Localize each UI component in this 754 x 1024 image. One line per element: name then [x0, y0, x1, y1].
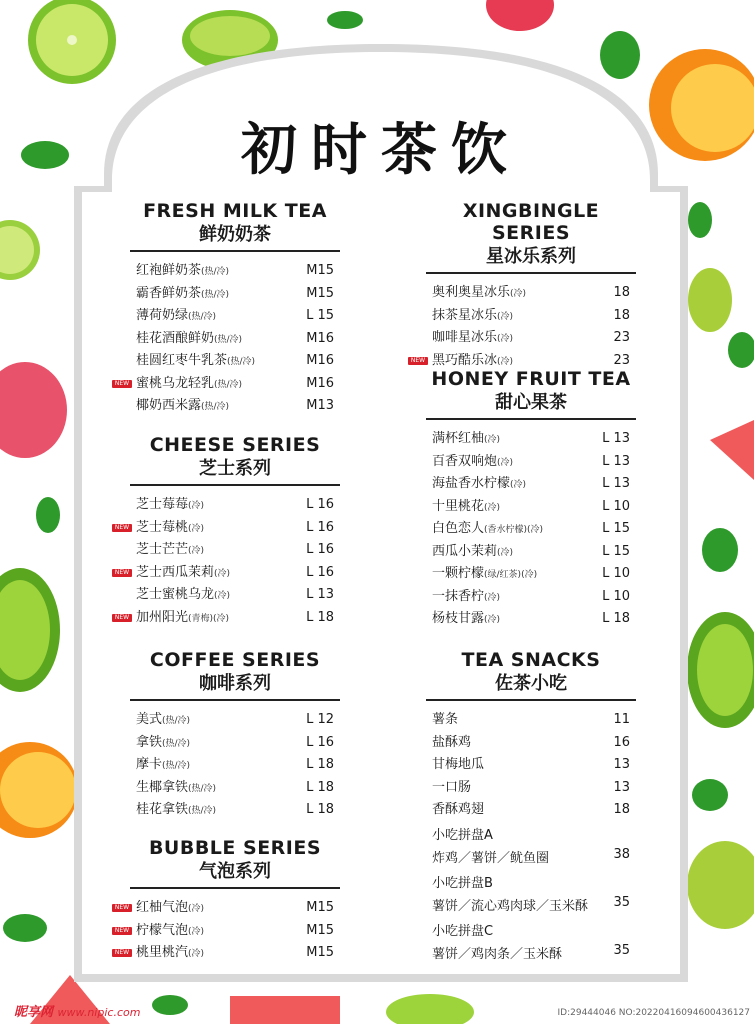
- item-name: 蜜桃乌龙轻乳: [136, 375, 215, 391]
- item-name-wrap: [432, 732, 471, 756]
- item-name: 黑巧酷乐冰: [432, 352, 498, 368]
- item-temperature: (冷): [214, 568, 231, 579]
- menu-section: [114, 434, 340, 629]
- menu-item: [426, 327, 636, 350]
- item-price: L 10: [602, 588, 630, 604]
- menu-item: [130, 283, 340, 306]
- item-name-wrap: [136, 260, 229, 284]
- item-temperature: (冷): [497, 311, 514, 322]
- menu-item: [426, 473, 636, 496]
- item-name-wrap: [136, 562, 230, 586]
- item-name-wrap: [432, 451, 513, 475]
- item-name-wrap: [432, 428, 500, 452]
- item-price: 13: [613, 779, 630, 795]
- leaf-icon: [728, 332, 754, 368]
- item-name: 咖啡星冰乐: [432, 330, 498, 345]
- item-price: L 18: [306, 779, 334, 795]
- menu-item: [130, 584, 340, 607]
- item-name: 盐酥鸡: [432, 734, 472, 750]
- item-list: [130, 709, 340, 822]
- menu-section: [426, 368, 636, 631]
- item-price: L 18: [306, 757, 334, 772]
- item-price: M15: [306, 900, 334, 915]
- section-title-cn: 芝士系列: [130, 458, 340, 486]
- item-list: [114, 494, 340, 629]
- new-badge: NEW: [408, 357, 428, 365]
- item-name-wrap: [432, 473, 526, 497]
- menu-item: [114, 897, 340, 920]
- item-name: 芝士莓莓: [136, 497, 189, 512]
- item-name-wrap: [136, 920, 204, 944]
- item-name: 加州阳光: [136, 609, 189, 625]
- item-name: 芝士芒芒: [136, 542, 189, 557]
- item-name: 红袍鲜奶茶: [136, 263, 202, 278]
- item-name-wrap: [432, 563, 537, 587]
- item-temperature: (热/冷): [188, 806, 217, 816]
- item-price: L 13: [602, 476, 630, 491]
- item-name-wrap: [136, 799, 216, 823]
- item-name-wrap: [432, 305, 513, 329]
- item-price: L 16: [306, 564, 334, 580]
- item-name: 薯条: [432, 712, 459, 727]
- item-price: 18: [613, 285, 630, 300]
- watermelon-slice-icon: [710, 420, 754, 480]
- item-price: M15: [306, 945, 334, 960]
- item-name: 抹茶星冰乐: [432, 307, 498, 323]
- combo-item: [426, 870, 636, 918]
- menu-item: [426, 428, 636, 451]
- menu-item: [426, 608, 636, 631]
- item-temperature: (热/冷): [214, 334, 243, 345]
- item-price: 23: [613, 330, 630, 345]
- kiwi-slice-icon: [687, 612, 754, 728]
- item-price: 23: [613, 352, 630, 368]
- new-badge: NEW: [112, 524, 132, 532]
- item-name: 美式: [136, 712, 163, 727]
- item-name-wrap: [136, 584, 230, 608]
- menu-section: [130, 649, 340, 822]
- item-name: 摩卡: [136, 757, 163, 772]
- item-name: 红柚气泡: [136, 900, 189, 915]
- pear-icon: [687, 841, 754, 929]
- item-list: [114, 260, 340, 418]
- menu-item: [114, 562, 340, 585]
- item-name-wrap: [432, 608, 500, 632]
- item-name-wrap: [136, 395, 229, 419]
- item-name: 海盐香水柠檬: [432, 476, 511, 491]
- item-price: M16: [306, 375, 334, 391]
- new-badge: NEW: [112, 380, 132, 388]
- item-temperature: (热/冷): [214, 379, 243, 390]
- item-name-wrap: [136, 373, 242, 397]
- item-price: L 15: [602, 521, 630, 536]
- new-badge: NEW: [112, 927, 132, 935]
- item-temperature: (冷): [188, 949, 205, 959]
- leaf-icon: [327, 11, 363, 29]
- item-temperature: (热/冷): [162, 716, 191, 726]
- menu-item: [114, 607, 340, 630]
- item-name: 白色恋人: [432, 521, 485, 536]
- leaf-icon: [702, 528, 738, 572]
- item-name: 奥利奥星冰乐: [432, 285, 511, 300]
- menu-item: [426, 754, 636, 777]
- menu-item: [130, 732, 340, 755]
- item-name: 芝士西瓜茉莉: [136, 564, 215, 580]
- item-temperature: (冷): [510, 289, 527, 299]
- item-name: 满杯红柚: [432, 431, 485, 446]
- section-title-cn: 气泡系列: [130, 861, 340, 889]
- item-name-wrap: [136, 942, 204, 966]
- menu-section: [426, 649, 636, 966]
- item-price: M15: [306, 263, 334, 278]
- item-temperature: (冷): [497, 457, 514, 468]
- section-title-en: COFFEE SERIES: [149, 649, 321, 671]
- item-name: 生椰拿铁: [136, 779, 189, 795]
- combo-name: 小吃拼盘A: [432, 827, 493, 843]
- item-name: 杨枝甘露: [432, 611, 485, 626]
- item-list: [114, 897, 340, 965]
- left-column: [114, 194, 340, 974]
- combo-name: 小吃拼盘C: [432, 923, 494, 939]
- item-temperature: (冷): [188, 926, 205, 937]
- menu-item: [114, 920, 340, 943]
- item-name: 一颗柠檬: [432, 566, 485, 581]
- item-temperature: (热/冷): [188, 312, 217, 322]
- item-price: L 18: [306, 609, 334, 625]
- new-badge: NEW: [112, 904, 132, 912]
- item-name-wrap: [432, 518, 543, 542]
- item-temperature: (香水柠檬)(冷): [484, 525, 544, 535]
- leaf-icon: [692, 779, 728, 811]
- leaf-icon: [152, 995, 188, 1015]
- strawberry-icon: [0, 362, 67, 458]
- item-name-wrap: [136, 754, 190, 778]
- item-temperature: (冷): [484, 592, 501, 603]
- item-name: 柠檬气泡: [136, 922, 189, 938]
- menu-item: [130, 328, 340, 351]
- section-title-cn: 鲜奶奶茶: [130, 224, 340, 252]
- item-price: 13: [613, 757, 630, 772]
- section-title-en: TEA SNACKS: [461, 649, 601, 671]
- item-price: M16: [306, 353, 334, 368]
- item-name-wrap: [136, 305, 216, 329]
- item-name: 一口肠: [432, 779, 472, 795]
- menu-item: [114, 942, 340, 965]
- menu-item: [130, 539, 340, 562]
- pear-icon: [688, 268, 732, 332]
- menu-item: [130, 350, 340, 373]
- combo-description: 炸鸡／薯饼／鱿鱼圈: [432, 850, 550, 866]
- item-name-wrap: [136, 777, 216, 801]
- item-temperature: (绿/红茶)(冷): [484, 570, 538, 580]
- lime-slice-icon: [0, 220, 40, 280]
- item-temperature: (冷): [497, 547, 514, 558]
- item-price: L 10: [602, 566, 630, 581]
- watermark-logo: 昵享网 www.nipic.com: [14, 1005, 141, 1020]
- section-title-en: HONEY FRUIT TEA: [431, 368, 631, 390]
- combo-description: 薯饼／鸡肉条／玉米酥: [432, 946, 563, 962]
- item-name: 百香双响炮: [432, 453, 498, 469]
- section-title-cn: 甜心果茶: [426, 392, 636, 420]
- item-name-wrap: [432, 496, 500, 520]
- combo-price: 38: [613, 846, 630, 862]
- item-price: L 18: [602, 611, 630, 626]
- menu-item: [426, 541, 636, 564]
- menu-section: [410, 200, 636, 372]
- menu-item: [426, 709, 636, 732]
- menu-item: [426, 586, 636, 609]
- new-badge: NEW: [112, 614, 132, 622]
- menu-item: [130, 494, 340, 517]
- item-price: M13: [306, 398, 334, 413]
- item-price: L 12: [306, 712, 334, 727]
- item-name-wrap: [432, 282, 526, 306]
- item-name: 椰奶西米露: [136, 398, 202, 413]
- menu-item: [114, 517, 340, 540]
- item-temperature: (青梅)(冷): [188, 613, 230, 624]
- menu-item: [426, 732, 636, 755]
- right-column: [410, 194, 636, 974]
- item-temperature: (冷): [497, 356, 514, 367]
- item-name: 芝士莓桃: [136, 519, 189, 535]
- item-temperature: (热/冷): [188, 783, 217, 794]
- item-name-wrap: [432, 327, 513, 351]
- menu-item: [130, 305, 340, 328]
- item-price: 16: [613, 734, 630, 750]
- menu-item: [130, 709, 340, 732]
- section-title-cn: 佐茶小吃: [426, 673, 636, 701]
- item-temperature: (冷): [188, 523, 205, 534]
- item-price: L 13: [306, 587, 334, 602]
- item-price: M15: [306, 285, 334, 301]
- item-name: 芝士蜜桃乌龙: [136, 587, 215, 602]
- strawberry-icon: [486, 0, 554, 31]
- item-name-wrap: [136, 328, 242, 352]
- item-list: [410, 282, 636, 372]
- item-temperature: (冷): [484, 615, 501, 625]
- menu-section: [114, 837, 340, 965]
- item-name-wrap: [136, 709, 190, 733]
- item-temperature: (热/冷): [162, 761, 191, 771]
- menu-item: [426, 518, 636, 541]
- item-price: L 16: [306, 542, 334, 557]
- item-temperature: (冷): [484, 435, 501, 445]
- item-price: L 15: [602, 543, 630, 559]
- item-price: L 16: [306, 497, 334, 512]
- item-temperature: (冷): [188, 501, 205, 511]
- menu-title: 初时茶饮: [241, 118, 521, 183]
- item-price: M15: [306, 922, 334, 938]
- combo-item: [426, 918, 636, 966]
- item-price: L 13: [602, 431, 630, 446]
- menu-item: [114, 373, 340, 396]
- menu-item: [426, 496, 636, 519]
- item-price: L 18: [306, 802, 334, 817]
- item-name: 桂花拿铁: [136, 802, 189, 817]
- item-name-wrap: [432, 709, 458, 733]
- section-title-cn: 星冰乐系列: [426, 246, 636, 274]
- item-name-wrap: [136, 607, 229, 631]
- item-price: L 15: [306, 308, 334, 323]
- menu-item: [130, 777, 340, 800]
- leaf-icon: [3, 914, 47, 942]
- menu-item: [426, 451, 636, 474]
- kiwi-slice-icon: [386, 994, 474, 1024]
- menu-section: [114, 200, 340, 418]
- leaf-icon: [21, 141, 69, 169]
- watermelon-slice-icon: [230, 996, 340, 1024]
- item-name-wrap: [136, 350, 255, 374]
- item-list: [426, 709, 636, 966]
- item-temperature: (热/冷): [201, 289, 230, 300]
- item-price: L 13: [602, 453, 630, 469]
- menu-item: [130, 799, 340, 822]
- item-name: 霸香鲜奶茶: [136, 285, 202, 301]
- item-name-wrap: [136, 897, 204, 921]
- item-price: L 10: [602, 498, 630, 514]
- item-name: 桃里桃汽: [136, 945, 189, 960]
- menu-item: [130, 395, 340, 418]
- item-price: L 16: [306, 519, 334, 535]
- new-badge: NEW: [112, 949, 132, 957]
- item-name-wrap: [432, 777, 471, 801]
- item-price: M16: [306, 330, 334, 346]
- kiwi-slice-icon: [0, 568, 60, 692]
- item-name-wrap: [136, 283, 229, 307]
- combo-description: 薯饼／流心鸡肉球／玉米酥: [432, 898, 589, 914]
- item-name-wrap: [432, 541, 513, 565]
- item-temperature: (冷): [510, 480, 527, 490]
- section-title-en: BUBBLE SERIES: [148, 837, 322, 859]
- orange-slice-icon: [0, 742, 78, 838]
- item-name: 香酥鸡翅: [432, 802, 485, 817]
- menu-item: [426, 282, 636, 305]
- section-title-en: CHEESE SERIES: [149, 434, 321, 456]
- item-name: 甘梅地瓜: [432, 757, 485, 772]
- leaf-icon: [688, 202, 712, 238]
- combo-price: 35: [613, 894, 630, 910]
- item-temperature: (热/冷): [201, 267, 230, 277]
- item-price: 18: [613, 802, 630, 817]
- item-name-wrap: [136, 539, 204, 563]
- item-name-wrap: [136, 517, 204, 541]
- item-list: [426, 428, 636, 631]
- item-price: 11: [613, 712, 630, 727]
- leaf-icon: [36, 497, 60, 533]
- item-name: 十里桃花: [432, 498, 485, 514]
- item-temperature: (冷): [214, 591, 231, 601]
- item-temperature: (热/冷): [201, 402, 230, 412]
- menu-item: [426, 305, 636, 328]
- combo-item: [426, 822, 636, 870]
- section-title-cn: 咖啡系列: [130, 673, 340, 701]
- item-name-wrap: [136, 494, 204, 518]
- menu-item: [130, 754, 340, 777]
- item-temperature: (冷): [497, 334, 514, 344]
- menu-item: [426, 563, 636, 586]
- item-name: 拿铁: [136, 734, 163, 750]
- item-name: 西瓜小茉莉: [432, 543, 498, 559]
- item-price: L 16: [306, 734, 334, 750]
- new-badge: NEW: [112, 569, 132, 577]
- section-title-en: XINGBINGLE SERIES: [462, 200, 600, 244]
- menu-card: [74, 44, 688, 982]
- item-temperature: (热/冷): [227, 357, 256, 367]
- combo-price: 35: [613, 942, 630, 958]
- item-temperature: (热/冷): [162, 738, 191, 749]
- section-title-en: FRESH MILK TEA: [143, 200, 327, 222]
- menu-item: [426, 799, 636, 822]
- item-name: 薄荷奶绿: [136, 308, 189, 323]
- item-price: 18: [613, 307, 630, 323]
- item-temperature: (冷): [188, 546, 205, 556]
- item-name-wrap: [432, 754, 484, 778]
- menu-item: [426, 777, 636, 800]
- item-name: 桂圆红枣牛乳茶: [136, 353, 228, 368]
- item-name: 一抹香柠: [432, 588, 485, 604]
- item-temperature: (冷): [188, 904, 205, 914]
- menu-item: [130, 260, 340, 283]
- combo-name: 小吃拼盘B: [432, 875, 493, 891]
- item-name-wrap: [432, 586, 500, 610]
- item-name: 桂花酒酿鲜奶: [136, 330, 215, 346]
- watermark-id: ID:29444046 NO:20220416094600436127: [557, 1008, 750, 1018]
- item-name-wrap: [136, 732, 190, 756]
- item-temperature: (冷): [484, 502, 501, 513]
- item-name-wrap: [432, 799, 484, 823]
